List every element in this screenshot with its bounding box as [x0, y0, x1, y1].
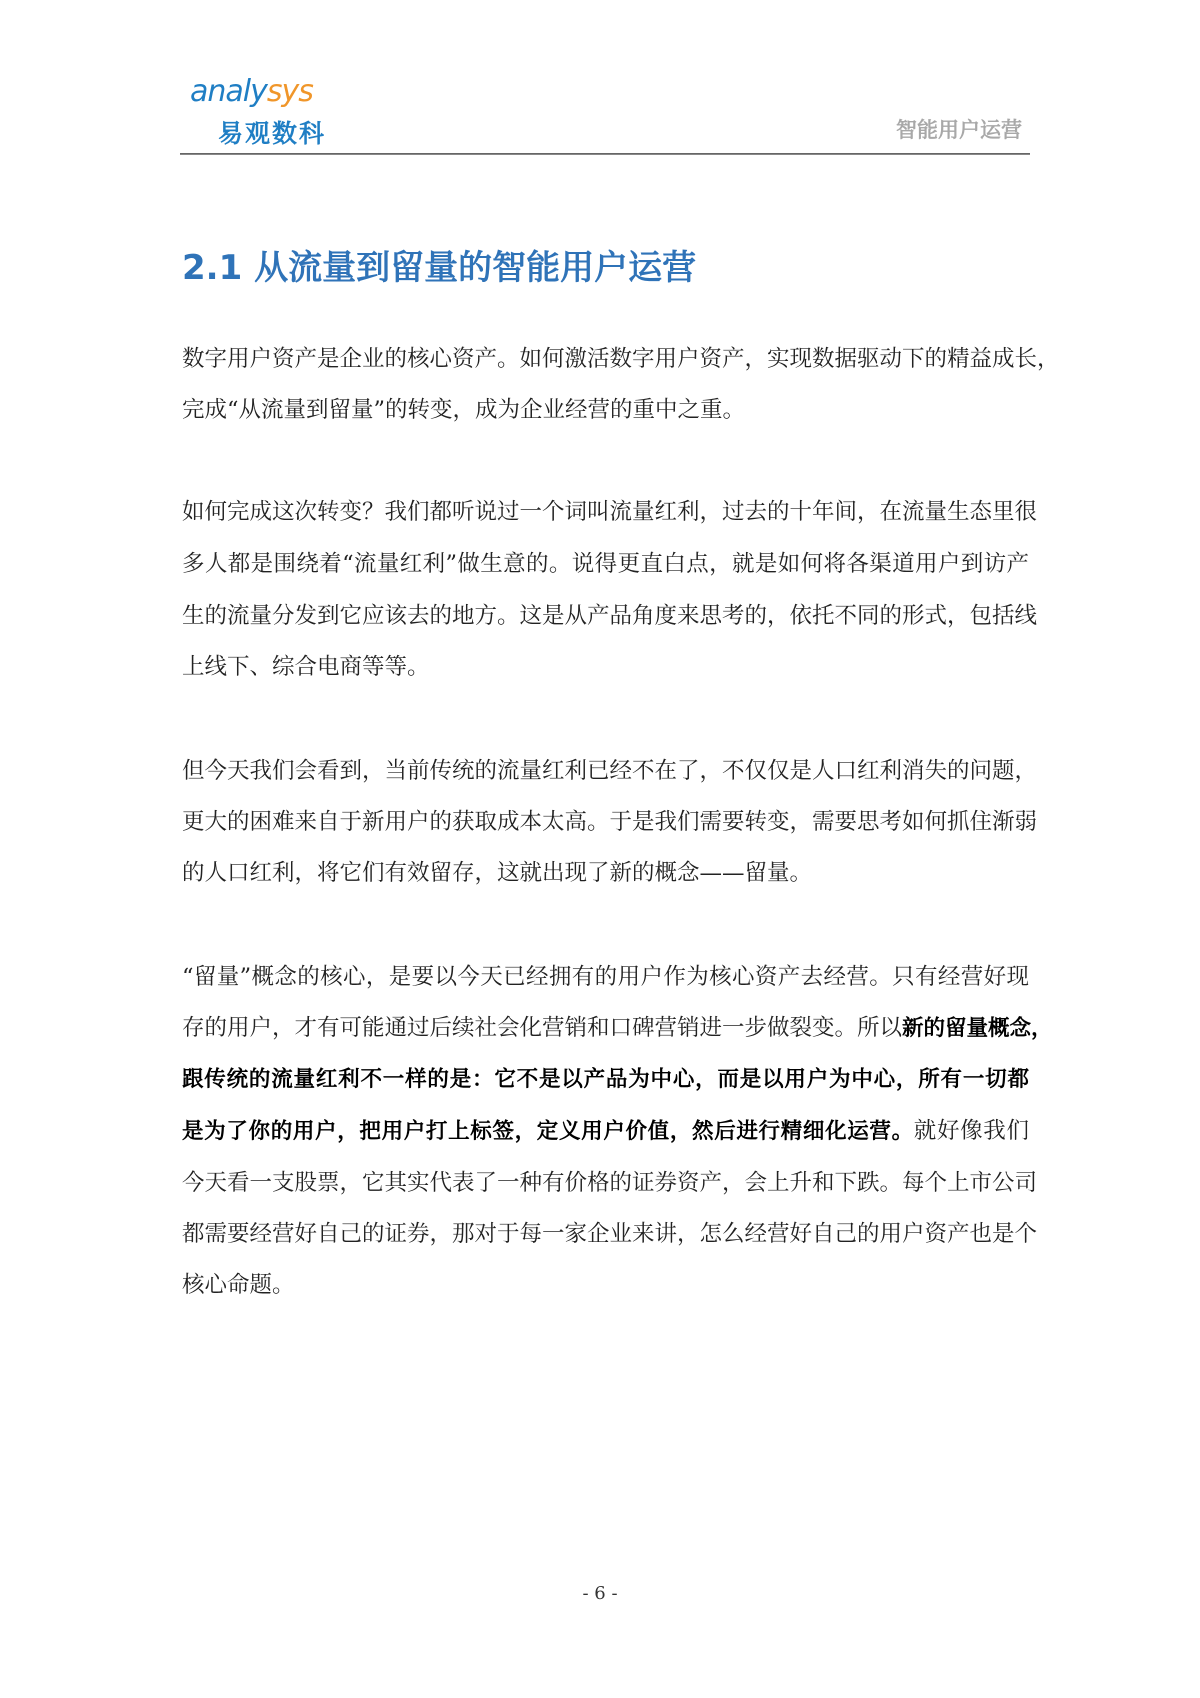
paragraph-4-line [182, 962, 1029, 992]
paragraph-4-line [182, 1168, 1038, 1198]
text-segment: 数字用户资产是企业的核心资产。如何激活数字用户资产，实现数据驱动下的精益成长， [182, 346, 1060, 372]
paragraph-3-line [182, 807, 1038, 837]
paragraph-4-line [182, 1013, 1053, 1044]
paragraph-2-line [182, 549, 1029, 579]
text-segment: 多人都是围绕着“流量红利”做生意的。说得更直白点，就是如何将各渠道用户到访产 [182, 551, 1029, 577]
paragraph-1-line [182, 344, 1060, 374]
section-title: 2.1 从流量到留量的智能用户运营 [182, 248, 697, 288]
header-divider [180, 153, 1030, 155]
company-logo [190, 74, 340, 150]
text-segment: 都需要经营好自己的证券，那对于每一家企业来讲，怎么经营好自己的用户资产也是个 [182, 1221, 1038, 1247]
paragraph-4-line [182, 1270, 1029, 1300]
text-segment: 核心命题。 [182, 1272, 295, 1298]
text-segment: “留量”概念的核心，是要以今天已经拥有的用户作为核心资产去经营。只有经营好现 [182, 964, 1029, 990]
text-segment: 今天看一支股票，它其实代表了一种有价格的证券资产，会上升和下跌。每个上市公司 [182, 1170, 1038, 1196]
logo-wordmark-a: analy [190, 74, 267, 109]
paragraph-3-line [182, 756, 1038, 786]
text-segment: 上线下、综合电商等等。 [182, 654, 430, 680]
text-segment: 的人口红利，将它们有效留存，这就出现了新的概念——留量。 [182, 860, 813, 886]
bold-text: 跟传统的流量红利不一样的是：它不是以产品为中心，而是以用户为中心，所有一切都 [182, 1067, 1029, 1092]
logo-wordmark [190, 74, 313, 109]
text-segment: 但今天我们会看到，当前传统的流量红利已经不在了，不仅仅是人口红利消失的问题， [182, 758, 1038, 784]
paragraph-2-line [182, 601, 1038, 631]
header-section-label: 智能用户运营 [896, 118, 1022, 142]
paragraph-4-line [182, 1116, 1029, 1147]
text-segment: 存的用户，才有可能通过后续社会化营销和口碑营销进一步做裂变。所以 [182, 1015, 903, 1041]
page-number: - 6 - [582, 1583, 618, 1604]
logo-wordmark-b: sys [266, 74, 313, 109]
text-segment: 如何完成这次转变？我们都听说过一个词叫流量红利，过去的十年间，在流量生态里很 [182, 499, 1038, 525]
paragraph-2-line [182, 652, 1029, 682]
text-segment: 就好像我们 [913, 1118, 1029, 1144]
paragraph-3-line [182, 858, 1029, 888]
text-segment: 更大的困难来自于新用户的获取成本太高。于是我们需要转变，需要思考如何抓住渐弱 [182, 809, 1038, 835]
text-segment: 完成“从流量到留量”的转变，成为企业经营的重中之重。 [182, 397, 746, 423]
text-segment: 生的流量分发到它应该去的地方。这是从产品角度来思考的，依托不同的形式，包括线 [182, 603, 1038, 629]
paragraph-1-line [182, 395, 1029, 425]
bold-text: 是为了你的用户，把用户打上标签，定义用户价值，然后进行精细化运营。 [182, 1119, 914, 1144]
paragraph-4-line [182, 1064, 1029, 1095]
paragraph-2-line [182, 497, 1038, 527]
logo-chinese-name: 易观数科 [218, 119, 327, 148]
bold-text: 新的留量概念， [902, 1016, 1053, 1041]
paragraph-4-line [182, 1219, 1038, 1249]
